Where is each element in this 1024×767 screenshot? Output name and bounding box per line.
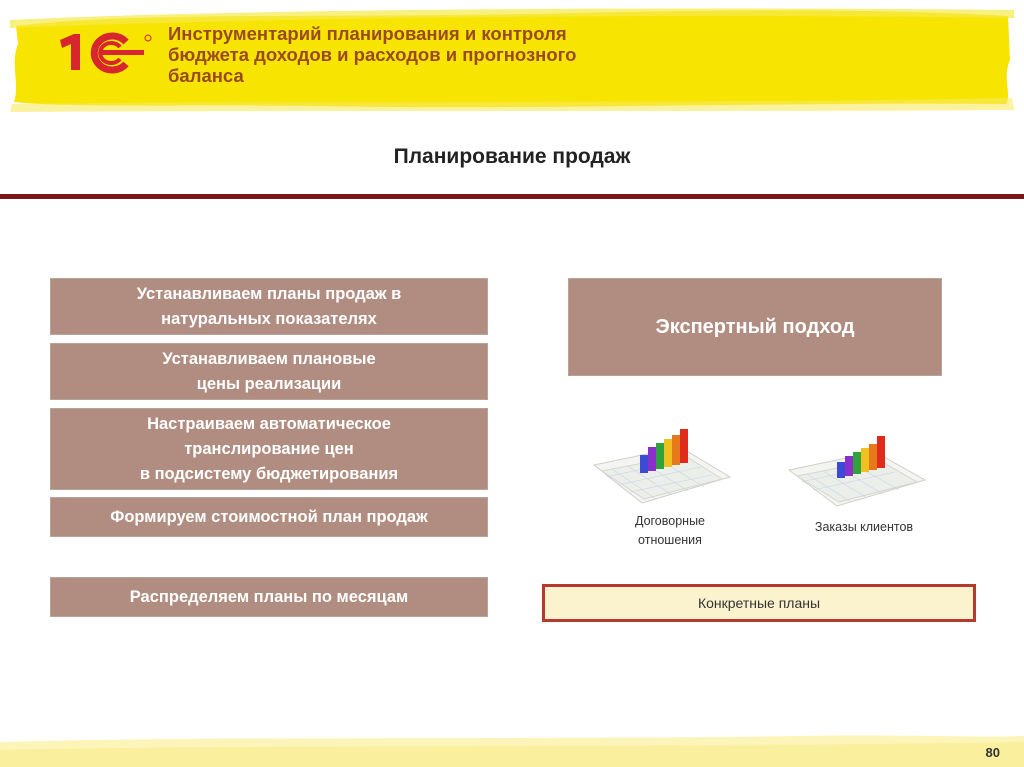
header-title-line: баланса (168, 65, 244, 86)
logo-1c (56, 30, 152, 76)
bar-chart-icon (787, 432, 927, 508)
caption-line: Заказы клиентов (814, 520, 914, 534)
concrete-plans-box (542, 584, 976, 622)
step-line: Формируем стоимостной план продаж (110, 507, 428, 526)
source-client-orders-caption (800, 518, 928, 537)
header-title-line: Инструментарий планирования и контроля (168, 23, 567, 44)
step-line: натуральных показателях (161, 309, 377, 328)
source-contracts-caption (612, 512, 728, 550)
step-line: транслирование цен (184, 439, 354, 458)
header-title (168, 23, 728, 86)
step-line: цены реализации (196, 374, 342, 393)
step-line: в подсистему бюджетирования (139, 464, 399, 483)
page-title: Планирование продаж (393, 145, 631, 168)
step-line: Настраиваем автоматическое (147, 414, 391, 433)
header-title-line: бюджета доходов и расходов и прогнозного (168, 44, 577, 65)
footer-yellow-band (0, 734, 1024, 767)
step-cost-plan (50, 497, 488, 537)
step-natural-plans (50, 278, 488, 335)
bar-chart-icon (592, 425, 732, 507)
concrete-plans-label: Конкретные планы (697, 595, 821, 611)
header-divider (0, 194, 1024, 199)
step-line: Устанавливаем плановые (162, 349, 376, 368)
step-line: Устанавливаем планы продаж в (136, 284, 402, 303)
step-monthly-distribution (50, 577, 488, 617)
step-planned-prices (50, 343, 488, 400)
expert-approach-label: Экспертный подход (655, 315, 855, 338)
caption-line: Договорные (634, 514, 706, 528)
caption-line: отношения (638, 533, 702, 547)
step-line: Распределяем планы по месяцам (129, 587, 409, 606)
expert-approach-box (568, 278, 942, 376)
step-price-translation (50, 408, 488, 490)
page-number: 80 (985, 745, 1000, 760)
